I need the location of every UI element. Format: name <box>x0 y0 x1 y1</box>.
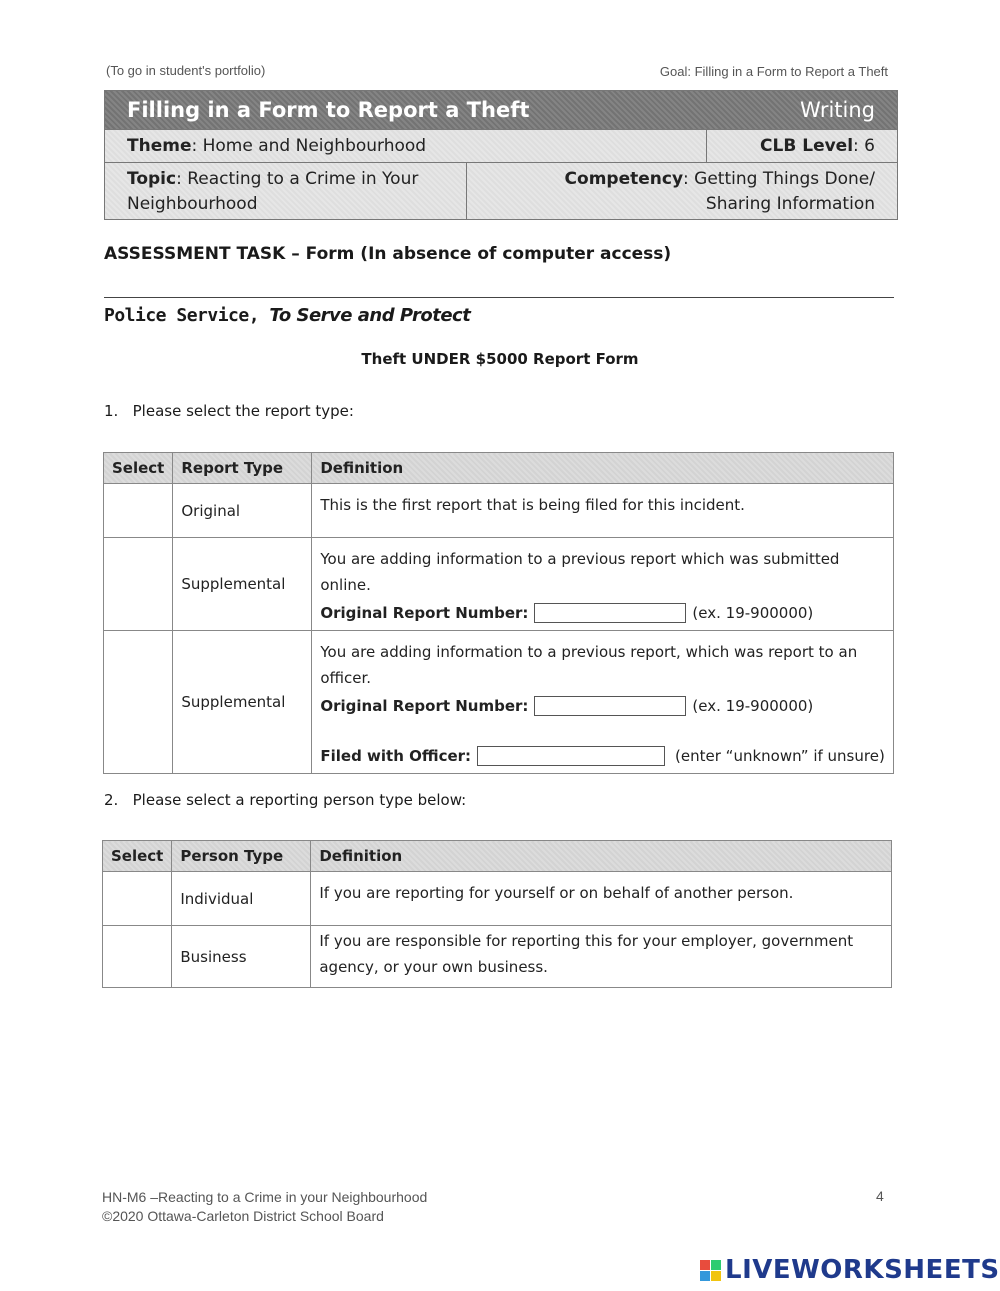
report-type-cell: Original <box>173 484 312 538</box>
report-type-cell: Supplemental <box>173 538 312 631</box>
page-number: 4 <box>876 1188 884 1204</box>
report-number-line <box>320 600 885 626</box>
liveworksheets-logo-icon <box>700 1260 721 1281</box>
definition-cell <box>312 538 894 631</box>
definition-text: You are adding information to a previous report which was submitted online. <box>320 550 840 594</box>
footer-copyright: ©2020 Ottawa-Carleton District School Board <box>102 1208 384 1224</box>
topic-cell <box>105 163 467 219</box>
table-row <box>103 872 892 926</box>
person-type-cell: Individual <box>172 872 311 926</box>
police-motto: To Serve and Protect <box>269 305 471 326</box>
definition-cell: If you are responsible for reporting this for your employer, government agency, or your own business. <box>311 926 892 988</box>
footer <box>102 1188 427 1226</box>
person-type-cell: Business <box>172 926 311 988</box>
liveworksheets-watermark[interactable] <box>700 1255 1000 1285</box>
report-number-line <box>320 693 885 719</box>
question-1-text: Please select the report type: <box>132 402 354 420</box>
topic-label: Topic <box>127 169 177 189</box>
col-select: Select <box>104 453 173 484</box>
definition-cell: If you are reporting for yourself or on behalf of another person. <box>311 872 892 926</box>
theme-row <box>105 129 897 162</box>
clb-value: : 6 <box>853 136 875 156</box>
person-type-table <box>102 840 892 988</box>
original-report-number-input[interactable] <box>534 603 686 623</box>
goal-note: Goal: Filling in a Form to Report a Theft <box>659 64 888 79</box>
table-header-row <box>103 841 892 872</box>
col-definition: Definition <box>312 453 894 484</box>
competency-value: : Getting Things Done/ Sharing Information <box>683 169 875 214</box>
field-hint: (ex. 19-900000) <box>692 697 814 715</box>
liveworksheets-text: LIVEWORKSHEETS <box>725 1255 1000 1285</box>
field-label: Original Report Number: <box>320 697 529 715</box>
officer-line <box>320 743 885 769</box>
question-1-number: 1. <box>104 402 119 420</box>
field-hint: (ex. 19-900000) <box>692 604 814 622</box>
select-cell-supplemental-officer[interactable] <box>104 631 173 774</box>
col-person-type: Person Type <box>172 841 311 872</box>
report-type-cell: Supplemental <box>173 631 312 774</box>
field-label: Original Report Number: <box>320 604 529 622</box>
competency-label: Competency <box>564 169 684 189</box>
lesson-title: Filling in a Form to Report a Theft <box>127 98 530 122</box>
footer-module: HN-M6 –Reacting to a Crime in your Neighbourhood <box>102 1189 428 1205</box>
definition-text: You are adding information to a previous report, which was report to an officer. <box>320 643 858 687</box>
police-name: Police Service, <box>104 305 260 326</box>
definition-cell: This is the first report that is being filed for this incident. <box>312 484 894 538</box>
competency-cell <box>467 163 897 219</box>
question-2-number: 2. <box>104 791 119 809</box>
table-header-row <box>104 453 894 484</box>
assessment-task-heading: ASSESSMENT TASK – Form (In absence of computer access) <box>104 244 672 264</box>
divider <box>104 297 894 298</box>
col-select: Select <box>103 841 172 872</box>
clb-cell <box>707 130 897 162</box>
topic-row <box>105 162 897 219</box>
select-cell-business[interactable] <box>103 926 172 988</box>
report-type-table <box>103 452 894 774</box>
col-report-type: Report Type <box>173 453 312 484</box>
field-hint: (enter “unknown” if unsure) <box>675 747 885 765</box>
filed-with-officer-input[interactable] <box>477 746 665 766</box>
original-report-number-input[interactable] <box>534 696 686 716</box>
theme-cell <box>105 130 707 162</box>
question-2-text: Please select a reporting person type below: <box>132 791 467 809</box>
select-cell-supplemental-online[interactable] <box>104 538 173 631</box>
col-definition: Definition <box>311 841 892 872</box>
table-row <box>104 538 894 631</box>
question-1 <box>104 402 354 420</box>
definition-cell <box>312 631 894 774</box>
skill-label: Writing <box>800 98 875 122</box>
question-2 <box>104 791 466 809</box>
portfolio-note: (To go in student's portfolio) <box>106 63 266 78</box>
table-row <box>104 631 894 774</box>
select-cell-individual[interactable] <box>103 872 172 926</box>
police-heading <box>104 305 470 326</box>
form-title: Theft UNDER $5000 Report Form <box>361 350 639 368</box>
theme-label: Theme <box>127 136 192 156</box>
theme-value: : Home and Neighbourhood <box>191 136 427 156</box>
field-label: Filed with Officer: <box>320 747 472 765</box>
clb-label: CLB Level <box>760 136 854 156</box>
lesson-header <box>104 90 898 220</box>
table-row <box>103 926 892 988</box>
header-title-bar <box>105 91 897 129</box>
topic-value: : Reacting to a Crime in Your Neighbourhood <box>127 169 419 214</box>
table-row <box>104 484 894 538</box>
select-cell-original[interactable] <box>104 484 173 538</box>
